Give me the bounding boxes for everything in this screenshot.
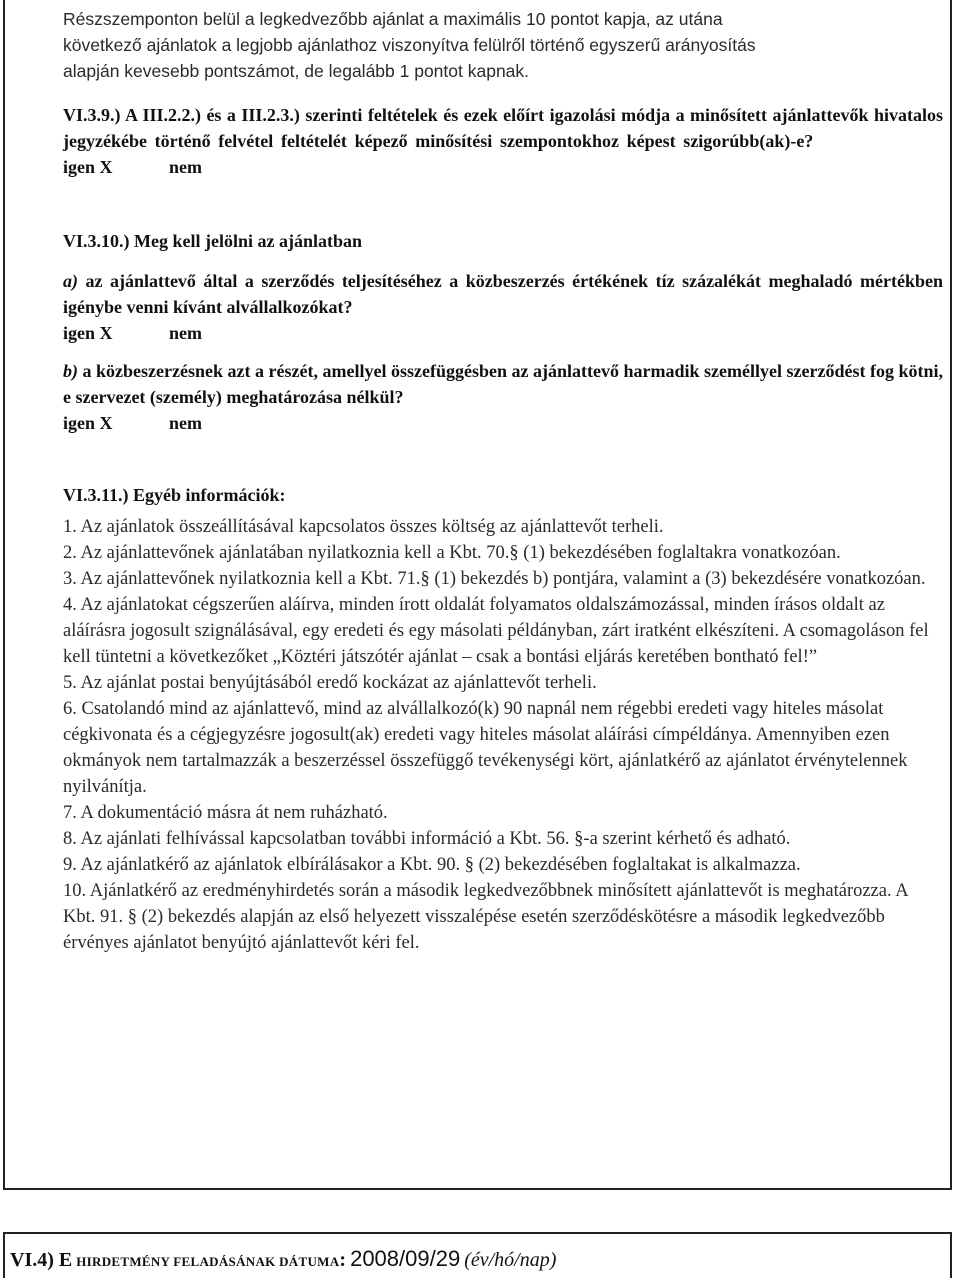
- section-vi-3-9-text: VI.3.9.) A III.2.2.) és a III.2.3.) szerinti feltételek és ezek előírt igazolási módja a minősített ajánlattevők hivatalos jegyzékébe történő felvétel feltételét képező minősítési szempontokhoz képest szigorúbb(ak)-e?: [63, 105, 943, 151]
- answer-no: nem: [169, 157, 202, 177]
- section-vi-3-10-heading: VI.3.10.) Meg kell jelölni az ajánlatban: [63, 231, 362, 251]
- list-item: 8. Az ajánlati felhívással kapcsolatban további információ a Kbt. 56. §-a szerint kérhető és adható.: [63, 829, 791, 849]
- list-item: 9. Az ajánlatkérő az ajánlatok elbírálásakor a Kbt. 90. § (2) bekezdésében foglaltakat is alkalmazza.: [63, 855, 801, 875]
- section-vi-3-9: [63, 102, 943, 180]
- list-item: 6. Csatolandó mind az ajánlattevő, mind az alvállalkozó(k) 90 napnál nem régebbi eredeti vagy hiteles másolat cégkivonata és a cégjegyzésre jogosult(ak) eredeti vagy hiteles másolat aláírási címpéldánya. Amennyiben ezen okmányok nem tartalmazzák a beszerzéssel összefüggő tevékenységi kört, ajánlatkérő az ajánlatot érvénytelennek nyilvánítja.: [63, 699, 908, 797]
- item-b-letter: b): [63, 361, 78, 381]
- intro-line: alapján kevesebb pontszámot, de legalább 1 pontot kapnak.: [63, 61, 530, 81]
- item-a-letter: a): [63, 271, 78, 291]
- answer-yes: igen X: [63, 413, 113, 433]
- publication-date-line: [10, 1246, 556, 1272]
- item-b-answer: [63, 410, 943, 436]
- intro-line: Részszemponton belül a legkedvezőbb ajánlat a maximális 10 pontot kapja, az utána: [63, 9, 723, 29]
- publication-date: 2008/09/29: [350, 1246, 461, 1271]
- answer-yes: igen X: [63, 323, 113, 343]
- section-vi-3-11-heading: VI.3.11.) Egyéb információk:: [63, 485, 286, 505]
- intro-line: következő ajánlatok a legjobb ajánlathoz viszonyítva felülről történő egyszerű arányosítás: [63, 35, 756, 55]
- footer-label-small: HIRDETMÉNY FELADÁSÁNAK DÁTUMA: [76, 1254, 340, 1269]
- item-b-text: a közbeszerzésnek azt a részét, amellyel összefüggésben az ajánlattevő harmadik személlyel szerződést fog kötni, e szervezet (személy) meghatározása nélkül?: [63, 361, 943, 407]
- intro-paragraph: [63, 6, 943, 84]
- list-item: 4. Az ajánlatokat cégszerűen aláírva, minden írott oldalát folyamatos oldalszámozással, minden írásos oldalt az aláírásra jogosult szignálásával, egy eredeti és egy másolati példányban, zárt iratként elkészíteni. A csomagoláson fel kell tüntetni a következőket „Köztéri játszótér ajánlat – csak a bontási eljárás keretében bontható fel!”: [63, 595, 929, 667]
- item-b: [63, 358, 943, 410]
- list-item: 7. A dokumentáció másra át nem ruházható.: [63, 803, 388, 823]
- publication-date-box: [3, 1232, 952, 1278]
- document-content: [63, 6, 943, 956]
- list-item: 5. Az ajánlat postai benyújtásából eredő kockázat az ajánlattevőt terheli.: [63, 673, 597, 693]
- list-item: 3. Az ajánlattevőnek nyilatkoznia kell a Kbt. 71.§ (1) bekezdés b) pontjára, valamint a (3) bekezdésére vonatkozóan.: [63, 569, 926, 589]
- other-info-list: [63, 514, 943, 956]
- item-a: [63, 268, 943, 320]
- answer-no: nem: [169, 413, 202, 433]
- footer-label-colon: :: [339, 1249, 347, 1271]
- answer-no: nem: [169, 323, 202, 343]
- item-a-answer: [63, 320, 943, 346]
- footer-label-prefix: VI.4) E: [10, 1249, 73, 1271]
- answer-yes: igen X: [63, 157, 113, 177]
- list-item: 2. Az ajánlattevőnek ajánlatában nyilatkoznia kell a Kbt. 70.§ (1) bekezdésében foglaltakra vonatkozóan.: [63, 543, 841, 563]
- date-format-unit: (év/hó/nap): [464, 1249, 557, 1271]
- item-a-text: az ajánlattevő által a szerződés teljesítéséhez a közbeszerzés értékének tíz százalékát meghaladó mértékben igénybe venni kívánt alvállalkozókat?: [63, 271, 943, 317]
- list-item: 1. Az ajánlatok összeállításával kapcsolatos összes költség az ajánlattevőt terheli.: [63, 517, 664, 537]
- list-item: 10. Ajánlatkérő az eredményhirdetés során a második legkedvezőbbnek minősített ajánlattevőt is meghatározza. A Kbt. 91. § (2) bekezdés alapján az első helyezett visszalépése esetén szerződéskötésre a második legkedvezőbb érvényes ajánlatot benyújtó ajánlattevőt kéri fel.: [63, 881, 908, 953]
